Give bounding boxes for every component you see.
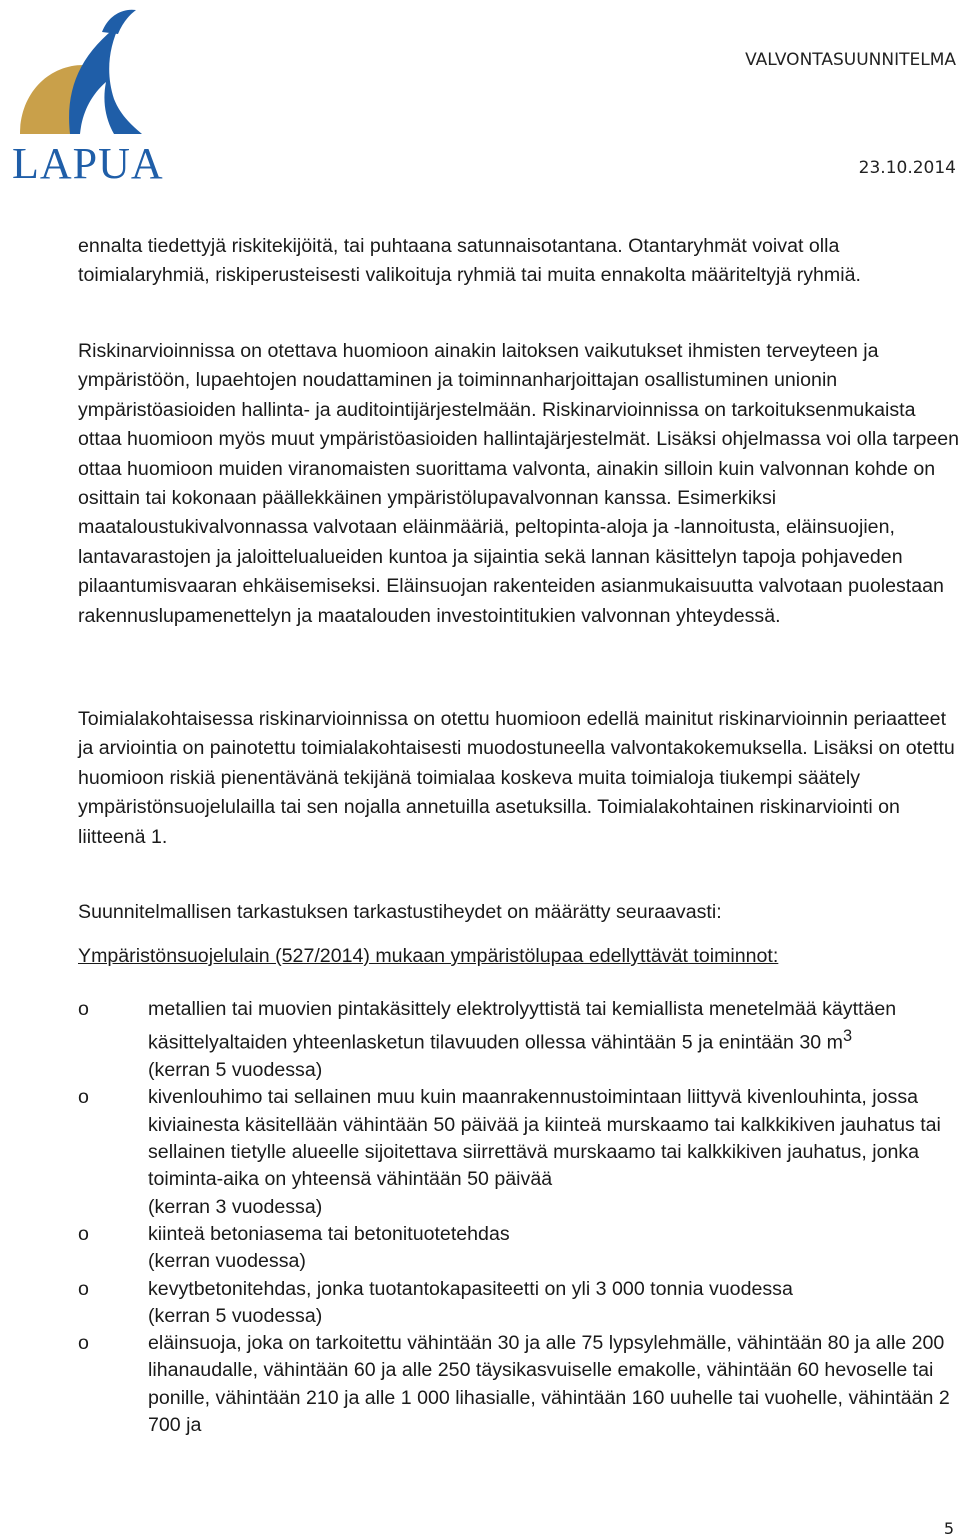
bullet: o <box>78 998 89 1020</box>
bullet: o <box>78 1086 89 1109</box>
bullet: o <box>78 1332 89 1355</box>
inspection-frequency: (kerran 5 vuodessa) <box>148 1059 323 1082</box>
list-item-text: metallien tai muovien pintakäsittely elektrolyyttistä tai kemiallista menetelmää käyttäen käsittelyaltaiden yhteenlasketun tilavuuden ollessa vähintään 5 ja enintään 30 m <box>148 998 897 1054</box>
list-item <box>78 996 960 1084</box>
document-title: VALVONTASUUNNITELMA <box>745 50 956 70</box>
bullet: o <box>78 1222 89 1245</box>
logo-wordmark: LAPUA <box>12 139 164 188</box>
superscript: 3 <box>842 1027 853 1046</box>
paragraph-inspection-frequency: Suunnitelmallisen tarkastuksen tarkastustiheydet on määrätty seuraavasti: <box>78 901 722 923</box>
list-item-text: kiinteä betoniasema tai betonituotetehdas <box>148 1222 510 1245</box>
list-item-text: eläinsuoja, joka on tarkoitettu vähintään 30 ja alle 75 lypsylehmälle, vähintään 80 ja alle 200 lihanaudalle, vähintään 60 ja alle 250 täysikasvuiselle emakolle, vähintään 60 hevoselle tai ponille, vähintään 210 ja alle 1 000 lihasialle, vähintään 160 uuhelle tai vuohelle, vähintään 2 700 ja <box>148 1332 950 1436</box>
inspection-frequency: (kerran 5 vuodessa) <box>148 1304 323 1327</box>
list-item <box>78 1084 960 1220</box>
swan-emblem-icon <box>10 4 150 139</box>
lapua-logo <box>10 4 164 188</box>
paragraph-intro: ennalta tiedettyjä riskitekijöitä, tai puhtaana satunnaisotantana. Otantaryhmät voivat olla toimialaryhmiä, riskiperusteisesti valikoituja ryhmiä tai muita ennakolta määriteltyjä ryhmiä. <box>78 235 861 287</box>
paragraph-risk-assessment: Riskinarvioinnissa on otettava huomioon ainakin laitoksen vaikutukset ihmisten terveyteen ja ympäristöön, lupaehtojen noudattaminen ja toiminnanharjoittajan osallistuminen unionin ympäristöasioiden hallinta- ja auditointijärjestelmään. Riskinarvioinnissa on tarkoituksenmukaista ottaa huomioon myös muut ympäristöasioiden hallintajärjestelmät. Lisäksi ohjelmassa voi olla tarpeen ottaa huomioon muiden viranomaisten suorittama valvonta, ainakin silloin kuin valvonnan kohde on osittain tai kokonaan päällekkäinen ympäristölupavalvonnan kanssa. Esimerkiksi maataloustukivalvonnassa valvotaan eläinmääriä, peltopinta-aloja ja -lannoitusta, eläinsuojien, lantavarastojen ja jaloittelualueiden kuntoa ja sijaintia sekä lannan käsittelyn tapoja pohjaveden pilaantumisvaaran ehkäisemiseksi. Eläinsuojan rakenteiden asianmukaisuutta valvotaan puolestaan rakennuslupamenettelyn ja maatalouden investointitukien valvonnan yhteydessä. <box>78 340 960 627</box>
inspection-frequency: (kerran vuodessa) <box>148 1250 306 1273</box>
list-item <box>78 1276 960 1331</box>
section-heading-permit-activities: Ympäristönsuojelulain (527/2014) mukaan ympäristölupaa edellyttävät toiminnot: <box>78 945 779 967</box>
bullet: o <box>78 1277 89 1300</box>
list-item-text: kevytbetonitehdas, jonka tuotantokapasiteetti on yli 3 000 tonnia vuodessa <box>148 1277 793 1300</box>
list-item-text: kivenlouhimo tai sellainen muu kuin maanrakennustoimintaan liittyvä kivenlouhinta, jossa kiviainesta käsitellään vähintään 50 päivää ja kiinteä murskaamo tai kalkkikiven jauhatus tai sellainen tietylle alueelle sijoitettava siirrettävä murskaamo tai kalkkikiven jauhatus, jonka toiminta-aika on yhteensä vähintään 50 päivää <box>148 1086 941 1191</box>
inspection-frequency: (kerran 3 vuodessa) <box>148 1195 323 1218</box>
paragraph-sector-assessment: Toimialakohtaisessa riskinarvioinnissa on otettu huomioon edellä mainitut riskinarvioinnin periaatteet ja arviointia on painotettu toimialakohtaisesti muodostuneella valvontakokemuksella. Lisäksi on otettu huomioon riskiä pienentävänä tekijänä toimialaa koskeva muita toimialoja tiukempi säätely ympäristönsuojelulailla tai sen nojalla annetuilla asetuksilla. Toimialakohtainen riskinarviointi on liitteenä 1. <box>78 708 955 848</box>
list-item <box>78 1330 960 1439</box>
page-number: 5 <box>943 1519 954 1538</box>
list-item <box>78 1221 960 1276</box>
activity-list <box>78 996 960 1439</box>
document-date: 23.10.2014 <box>858 158 956 178</box>
